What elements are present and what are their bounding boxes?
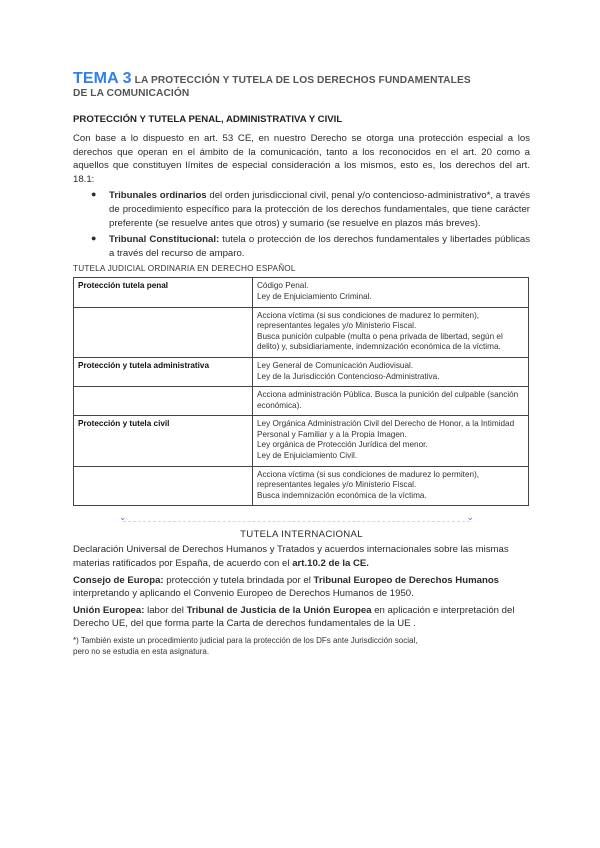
chapter-number: TEMA 3 — [73, 70, 132, 87]
bullet-text: del orden jurisdiccional civil, penal y/o contencioso-administrativo*, a través de procedimiento específico para la protección de los derechos fundamentales, que tiene carácter preferente (se resuelve antes que otros) y sumario (se resuelve en plazos más breves). — [109, 190, 530, 229]
row-description: Acciona administración Pública. Busca la punición del culpable (sanción económica). — [253, 387, 529, 416]
row-label — [74, 307, 253, 357]
bullet-bold-term: Tribunal Constitucional: — [109, 234, 220, 246]
bullet-dot-icon: ● — [91, 189, 97, 200]
tutela-table — [73, 277, 529, 506]
table-row — [74, 357, 529, 386]
bullet-tribunales-ordinarios — [73, 189, 530, 230]
international-paragraph-consejo: Consejo de Europa: protección y tutela brindada por el Tribunal Europeo de Derechos Humanos interpretando y aplicando el Convenio Europeo de Derechos Humanos de 1950. — [73, 574, 500, 600]
international-paragraph-ue: Unión Europea: labor del Tribunal de Justicia de la Unión Europea en aplicación e interpretación del Derecho UE, del que forma parte la Carta de derechos fundamentales de la UE . — [73, 604, 515, 630]
protection-bullet-list — [73, 189, 530, 260]
row-label: Protección y tutela administrativa — [74, 357, 253, 386]
bullet-text: tutela o protección de los derechos fundamentales y libertades públicas a través del recurso de amparo. — [109, 234, 531, 259]
row-label — [74, 466, 253, 506]
bullet-dot-icon: ● — [91, 233, 97, 244]
table-caption: TUTELA JUDICIAL ORDINARIA EN DERECHO ESPAÑOL — [73, 264, 296, 274]
row-label: Protección tutela penal — [74, 278, 253, 307]
document-page — [73, 72, 530, 657]
table-row — [74, 416, 529, 466]
row-description: Ley Orgánica Administración Civil del Derecho de Honor, a la Intimidad Personal y Familiar y a la Propia Imagen. Ley orgánica de Protección Jurídica del menor. Ley de Enjuiciamiento Civil. — [253, 416, 529, 466]
row-description: Código Penal. Ley de Enjuiciamiento Criminal. — [253, 278, 529, 307]
bullet-tribunal-constitucional — [73, 233, 530, 260]
row-label: Protección y tutela civil — [74, 416, 253, 466]
section-subheading: PROTECCIÓN Y TUTELA PENAL, ADMINISTRATIVA Y CIVIL — [73, 114, 343, 125]
chapter-title-line2: DE LA COMUNICACIÓN — [73, 88, 190, 99]
table-row — [74, 307, 529, 357]
chapter-title-line1: LA PROTECCIÓN Y TUTELA DE LOS DERECHOS FUNDAMENTALES — [134, 75, 471, 86]
row-description: Acciona víctima (si sus condiciones de madurez lo permiten), representantes legales y/o Ministerio Fiscal. Busca indemnización económica de la víctima. — [253, 466, 529, 506]
divider-left-mark-icon: ⌄ — [119, 512, 127, 523]
row-description: Ley General de Comunicación Audiovisual. Ley de la Jurisdicción Contencioso-Administrativa. — [253, 357, 529, 386]
international-title: TUTELA INTERNACIONAL — [240, 529, 363, 541]
table-row — [74, 278, 529, 307]
bullet-bold-term: Tribunales ordinarios — [109, 190, 207, 202]
section-divider — [73, 513, 530, 527]
table-row — [74, 466, 529, 506]
international-section — [73, 543, 530, 631]
row-label — [74, 387, 253, 416]
divider-right-mark-icon: ⌄ — [466, 512, 474, 523]
table-row — [74, 387, 529, 416]
row-description: Acciona víctima (si sus condiciones de madurez lo permiten), representantes legales y/o Ministerio Fiscal. Busca punición culpable (multa o pena privada de libertad, según el delito) y, subsidiariamente, indemnización económica de la víctima. — [253, 307, 529, 357]
chapter-heading — [73, 72, 530, 100]
international-paragraph-dudh: Declaración Universal de Derechos Humanos y Tratados y acuerdos internacionales sobre las mismas materias ratificados por España, de acuerdo con el art.10.2 de la CE. — [73, 544, 509, 570]
intro-paragraph: Con base a lo dispuesto en art. 53 CE, en nuestro Derecho se otorga una protección especial a los derechos que operan en el ámbito de la comunicación, tanto a los reconocidos en el art. 20 como a aquellos que constituyen límites de especial consideración a los mismos, esto es, los derechos del art. 18.1: — [73, 133, 530, 185]
footnote: *) También existe un procedimiento judicial para la protección de los DFs ante Jurisdicción social, pero no se estudia en esta asignatura. — [73, 636, 418, 656]
